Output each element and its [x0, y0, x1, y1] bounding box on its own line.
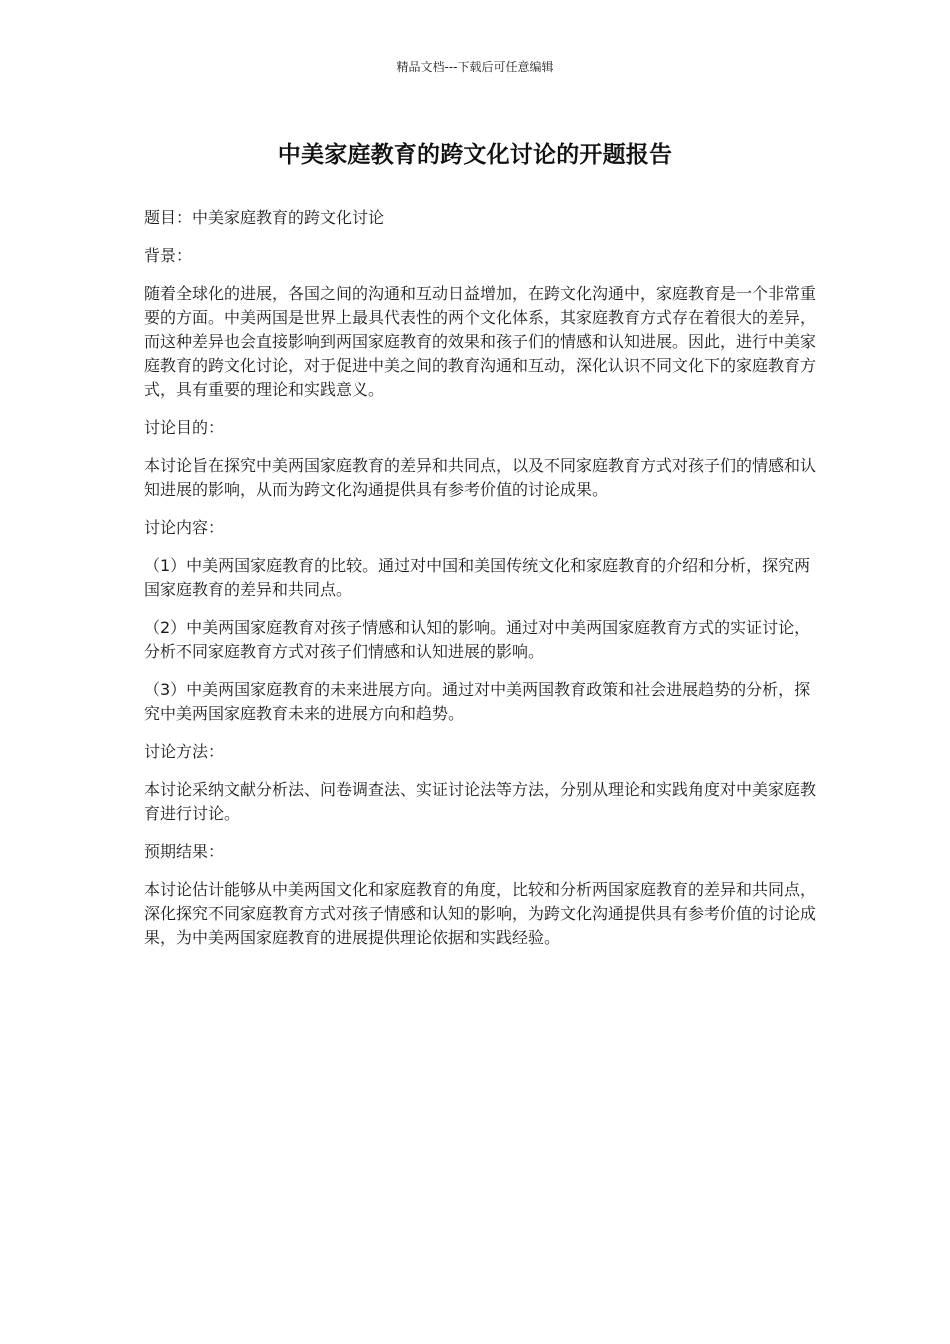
document-body: [144, 206, 816, 964]
content-item-2: （2）中美两国家庭教育对孩子情感和认知的影响。通过对中美两国家庭教育方式的实证讨论，分析不同家庭教育方式对孩子们情感和认知进展的影响。: [144, 618, 811, 661]
content-heading: 讨论内容：: [144, 518, 225, 537]
page-header: 精品文档---下载后可任意编辑: [396, 60, 554, 74]
results-heading: 预期结果：: [144, 842, 225, 861]
document-title: 中美家庭教育的跨文化讨论的开题报告: [277, 142, 673, 168]
method-paragraph: 本讨论采纳文献分析法、问卷调查法、实证讨论法等方法，分别从理论和实践角度对中美家庭教育进行讨论。: [144, 780, 817, 823]
content-item-3: （3）中美两国家庭教育的未来进展方向。通过对中美两国教育政策和社会进展趋势的分析，探究中美两国家庭教育未来的进展方向和趋势。: [144, 680, 811, 723]
method-heading: 讨论方法：: [144, 742, 225, 761]
topic-line: 题目：中美家庭教育的跨文化讨论: [144, 208, 385, 227]
background-heading: 背景：: [144, 246, 193, 265]
purpose-heading: 讨论目的：: [144, 418, 225, 437]
content-item-1: （1）中美两国家庭教育的比较。通过对中国和美国传统文化和家庭教育的介绍和分析，探究两国家庭教育的差异和共同点。: [144, 556, 811, 599]
background-paragraph: 随着全球化的进展，各国之间的沟通和互动日益增加，在跨文化沟通中，家庭教育是一个非常重要的方面。中美两国是世界上最具代表性的两个文化体系，其家庭教育方式存在着很大的差异，而这种差异也会直接影响到两国家庭教育的效果和孩子们的情感和认知进展。因此，进行中美家庭教育的跨文化讨论，对于促进中美之间的教育沟通和互动，深化认识不同文化下的家庭教育方式，具有重要的理论和实践意义。: [144, 284, 817, 399]
results-paragraph: 本讨论估计能够从中美两国文化和家庭教育的角度，比较和分析两国家庭教育的差异和共同点，深化探究不同家庭教育方式对孩子情感和认知的影响，为跨文化沟通提供具有参考价值的讨论成果，为中美两国家庭教育的进展提供理论依据和实践经验。: [144, 880, 817, 947]
purpose-paragraph: 本讨论旨在探究中美两国家庭教育的差异和共同点，以及不同家庭教育方式对孩子们的情感和认知进展的影响，从而为跨文化沟通提供具有参考价值的讨论成果。: [144, 456, 817, 499]
